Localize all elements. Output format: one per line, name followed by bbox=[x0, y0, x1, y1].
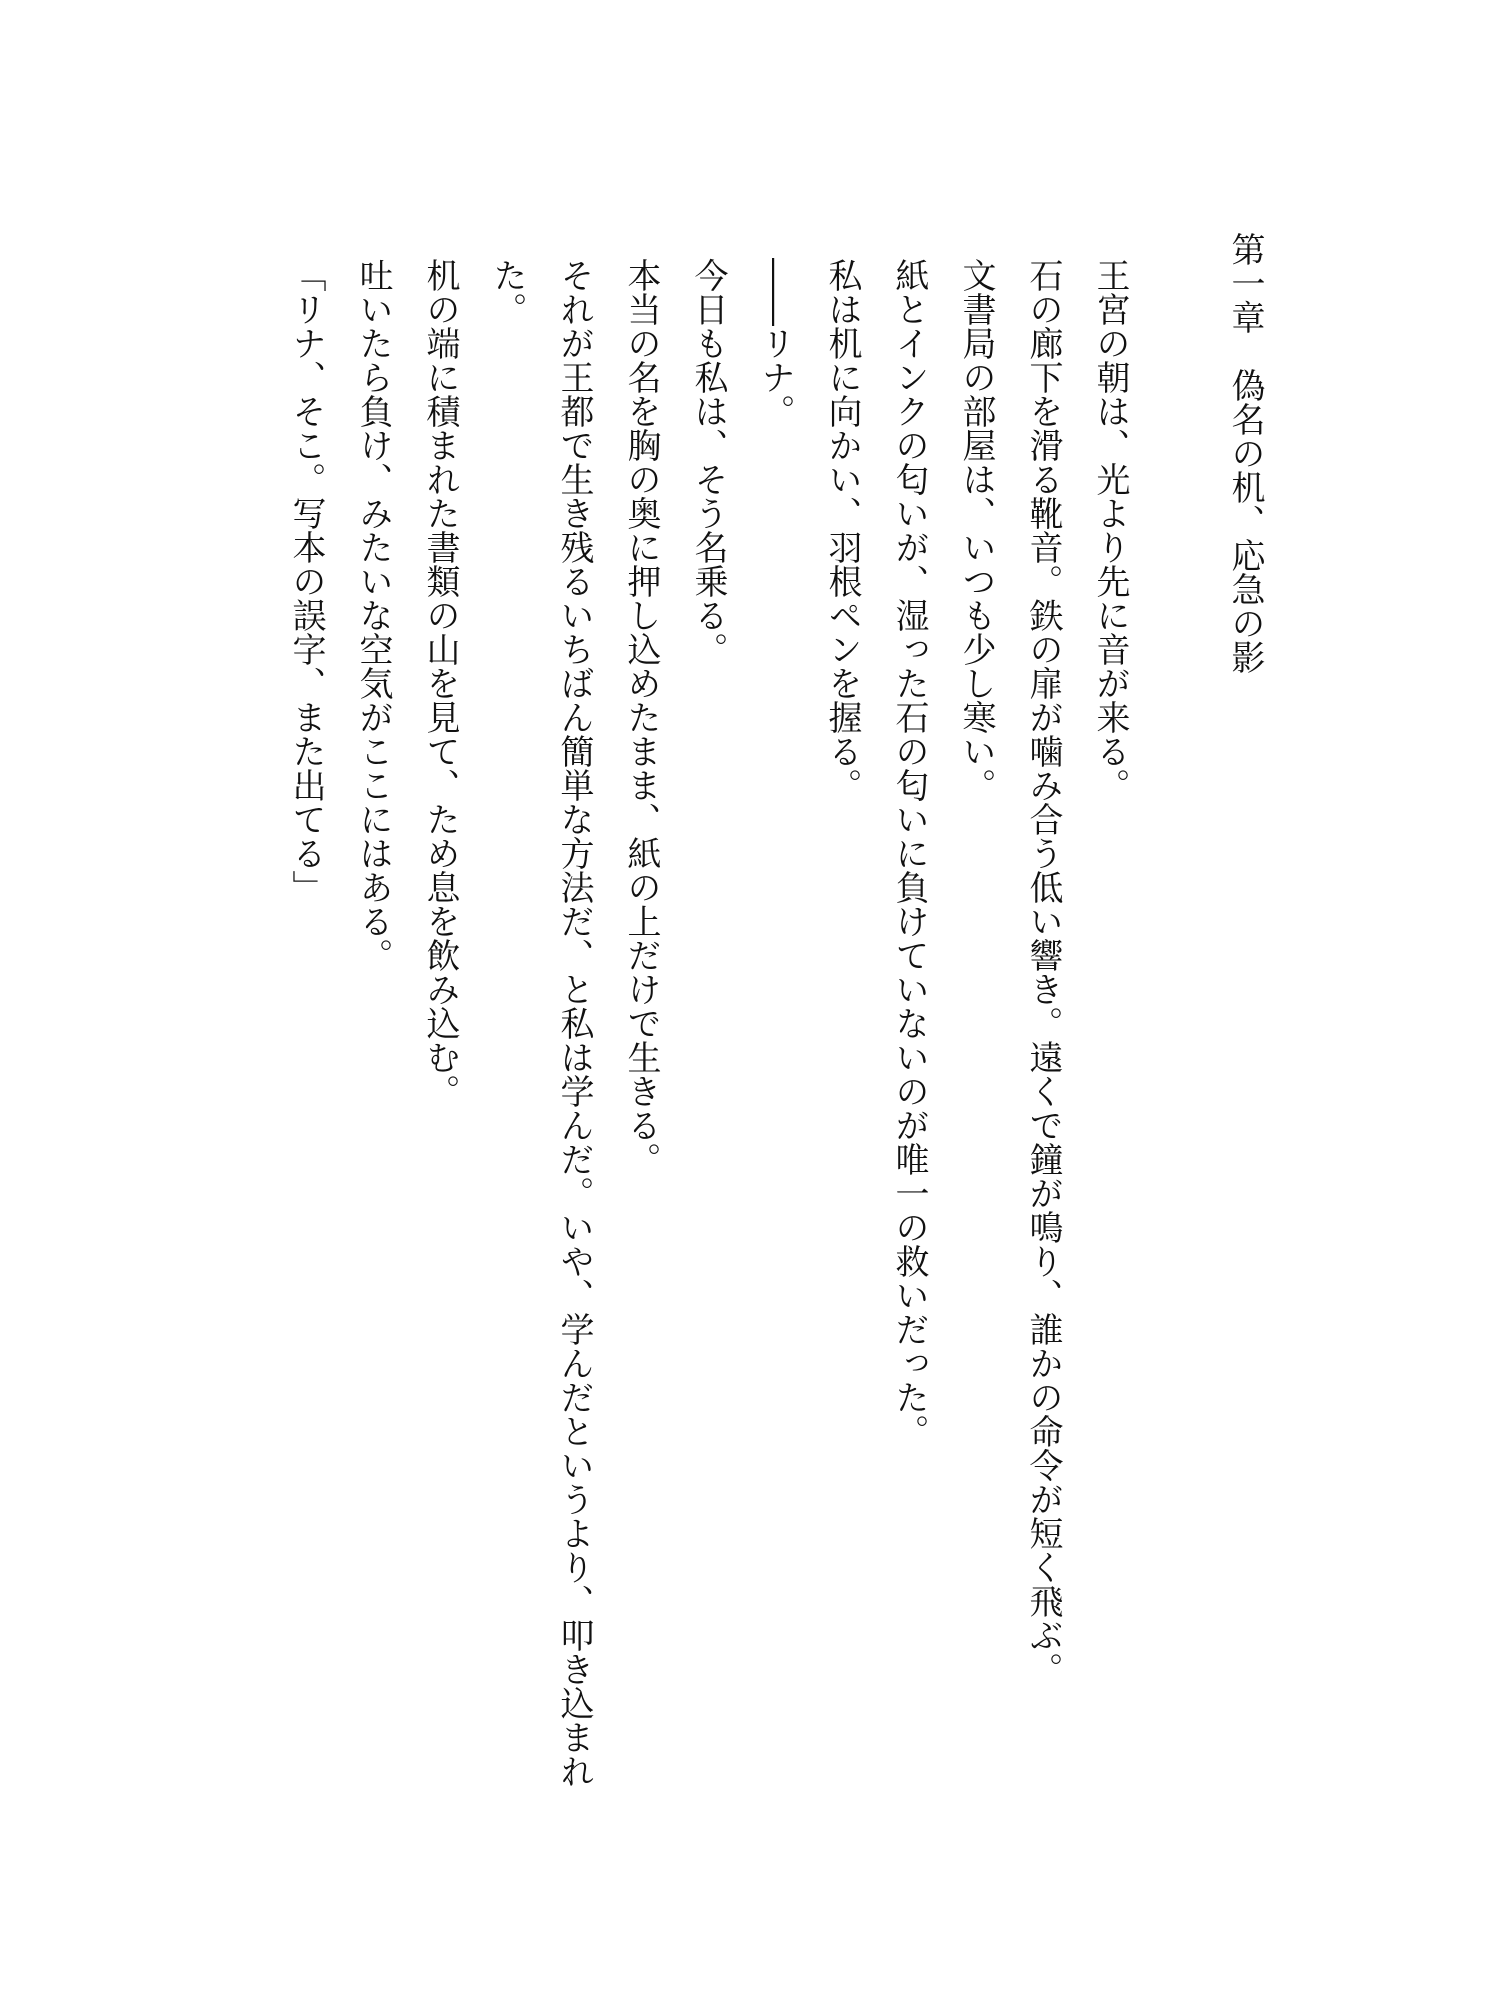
paragraph: それが王都で生き残るいちばん簡単な方法だ、と私は学んだ。いや、学んだというより、叩き込まれた。 bbox=[487, 258, 594, 1788]
paragraph: 机の端に積まれた書類の山を見て、ため息を飲み込む。 bbox=[420, 258, 460, 1108]
paragraph: 石の廊下を滑る靴音。鉄の扉が噛み合う低い響き。遠くで鐘が鳴り、誰かの命令が短く飛ぶ。 bbox=[1023, 258, 1063, 1686]
paragraph: 今日も私は、そう名乗る。 bbox=[688, 258, 728, 666]
paragraph: ――リナ。 bbox=[755, 258, 795, 428]
paragraph: 文書局の部屋は、いつも少し寒い。 bbox=[956, 258, 996, 802]
paragraph: 吐いたら負け、みたいな空気がここにはある。 bbox=[353, 258, 393, 972]
paragraph: 王宮の朝は、光より先に音が来る。 bbox=[1090, 258, 1130, 802]
paragraph: 「リナ、そこ。写本の誤字、また出てる」 bbox=[286, 258, 326, 904]
vertical-text-page bbox=[272, 232, 1278, 1798]
paragraph: 紙とインクの匂いが、湿った石の匂いに負けていないのが唯一の救いだった。 bbox=[889, 258, 929, 1448]
chapter-title: 第一章 偽名の机、応急の影 bbox=[1225, 232, 1265, 674]
paragraph: 私は机に向かい、羽根ペンを握る。 bbox=[822, 258, 862, 802]
paragraph: 本当の名を胸の奥に押し込めたまま、紙の上だけで生きる。 bbox=[621, 258, 661, 1176]
